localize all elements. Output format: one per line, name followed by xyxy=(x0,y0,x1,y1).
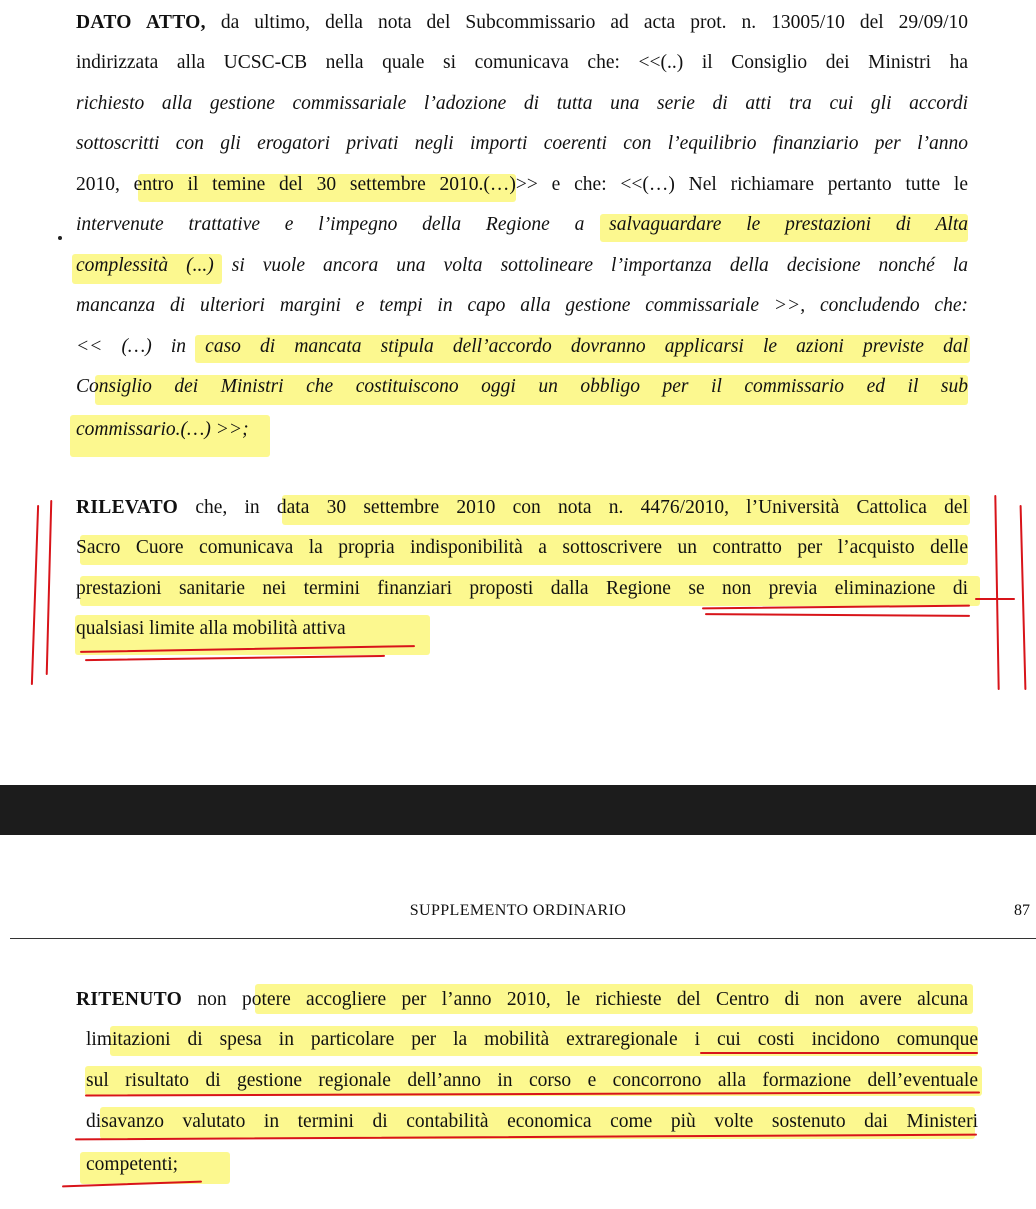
page-header-title: SUPPLEMENTO ORDINARIO xyxy=(409,902,627,919)
para1-line-text: richiesto alla gestione commissariale l’adozione di tutta una serie di atti tra cui gli accordi xyxy=(76,93,968,114)
para1-line xyxy=(76,208,968,242)
para1-line-text: << (…) in caso di mancata stipula dell’accordo dovranno applicarsi le azioni previste dal xyxy=(76,336,968,357)
para1-line xyxy=(76,413,968,447)
scan-divider-bar xyxy=(0,785,1036,835)
red-margin-bracket-left xyxy=(46,500,53,675)
para2-line xyxy=(76,612,968,646)
stray-dot xyxy=(58,236,62,240)
para1-line-text: complessità (...) si vuole ancora una volta sottolineare l’importanza della decisione nonché la xyxy=(76,255,968,276)
para1-line xyxy=(76,87,968,121)
header-rule xyxy=(10,938,1036,939)
para2-line xyxy=(76,531,968,565)
red-margin-bracket-right xyxy=(994,495,999,690)
para1-line-text: intervenute trattative e l’impegno della Regione a salvaguardare le prestazioni di Alta xyxy=(76,214,968,235)
para1-line-text: sottoscritti con gli erogatori privati negli importi coerenti con l’equilibrio finanziario per l’anno xyxy=(76,133,968,154)
para2-lead-bold: RILEVATO xyxy=(76,497,179,518)
para3-lead-bold: RITENUTO xyxy=(76,989,183,1010)
para1-line-text: 2010, entro il temine del 30 settembre 2010.(…)>> e che: <<(…) Nel richiamare pertanto tutte le xyxy=(76,174,968,195)
para1-line-text: Consiglio dei Ministri che costituiscono oggi un obbligo per il commissario ed il sub xyxy=(76,376,968,397)
para3-line-text: limitazioni di spesa in particolare per la mobilità extraregionale i cui costi incidono comunque xyxy=(86,1029,978,1050)
para3-line-text: disavanzo valutato in termini di contabilità economica come più volte sostenuto dai Ministeri xyxy=(86,1111,978,1132)
para2-line-text: prestazioni sanitarie nei termini finanziari proposti dalla Regione se non previa eliminazione di xyxy=(76,578,968,599)
para1-lead-bold: DATO ATTO, xyxy=(76,12,206,33)
para2-line xyxy=(76,491,968,525)
para1-line xyxy=(76,168,968,202)
para1-line xyxy=(76,127,968,161)
para3-line-text: sul risultato di gestione regionale dell’anno in corso e concorrono alla formazione dell’eventuale xyxy=(86,1070,978,1091)
para1-line xyxy=(76,370,968,404)
para1-line xyxy=(76,289,968,323)
para1-line xyxy=(76,330,968,364)
para1-line-text: mancanza di ulteriori margini e tempi in capo alla gestione commissariale >>, concludendo che: xyxy=(76,295,968,316)
para1-lead-rest: da ultimo, della nota del Subcommissario ad acta prot. n. 13005/10 del 29/09/10 xyxy=(205,12,969,33)
red-underline-mark xyxy=(85,655,385,661)
red-underline-mark xyxy=(700,1052,978,1054)
para1-line-text: indirizzata alla UCSC-CB nella quale si comunicava che: <<(..) il Consiglio dei Ministri ha xyxy=(76,52,968,73)
para1-line xyxy=(76,46,968,80)
para1-line xyxy=(76,6,968,40)
para1-line xyxy=(76,249,968,283)
para2-line-text: qualsiasi limite alla mobilità attiva xyxy=(76,618,346,639)
para3-line xyxy=(76,983,968,1017)
red-margin-bracket-right xyxy=(1020,505,1027,690)
para3-line-text: competenti; xyxy=(86,1154,179,1175)
red-margin-bracket-left xyxy=(31,505,39,685)
para3-lead-rest: non potere accogliere per l’anno 2010, le richieste del Centro di non avere alcuna xyxy=(182,989,968,1010)
para2-lead-rest: che, in data 30 settembre 2010 con nota n. 4476/2010, l’Università Cattolica del xyxy=(178,497,968,518)
para2-line xyxy=(76,572,968,606)
page-number: 87 xyxy=(1014,902,1030,919)
para3-line xyxy=(86,1148,978,1182)
para2-line-text: Sacro Cuore comunicava la propria indisponibilità a sottoscrivere un contratto per l’acquisto delle xyxy=(76,537,968,558)
para1-line-text: commissario.(…) >>; xyxy=(76,419,249,440)
red-pen-stroke xyxy=(975,598,1015,600)
